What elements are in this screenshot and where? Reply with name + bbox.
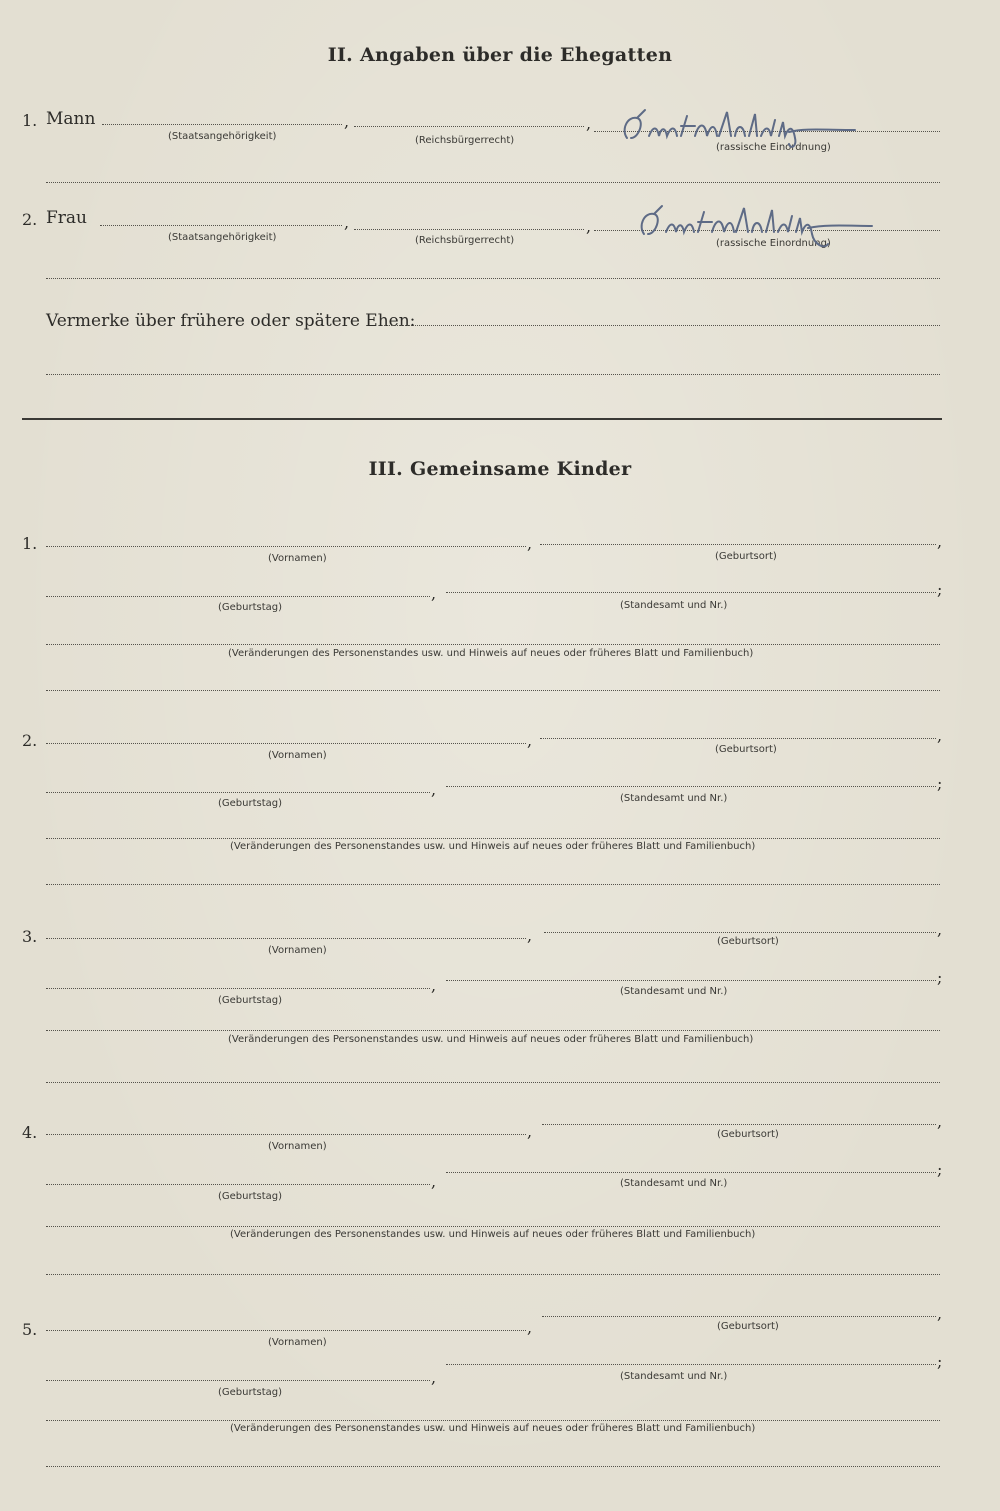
child-4-geburtsort-caption: (Geburtsort): [717, 1129, 779, 1140]
child-1-standesamt-field[interactable]: [446, 592, 936, 593]
child-1-geburtstag-field[interactable]: [46, 596, 430, 597]
child-3-veraenderungen-caption: (Veränderungen des Personenstandes usw. und Hinweis auf neues oder früheres Blatt und Familienbuch): [228, 1034, 754, 1045]
vermerke-line-2[interactable]: [46, 374, 940, 375]
child-2-geburtstag-caption: (Geburtstag): [218, 798, 283, 809]
mann-staats-caption: (Staatsangehörigkeit): [168, 131, 277, 142]
child-2-geburtsort-caption: (Geburtsort): [715, 744, 777, 755]
mann-staats-field[interactable]: [102, 124, 342, 125]
child-4-geburtstag-field[interactable]: [46, 1184, 430, 1185]
child-2-geburtstag-field[interactable]: [46, 792, 430, 793]
child-4-standesamt-caption: (Standesamt und Nr.): [620, 1178, 728, 1189]
frau-staats-field[interactable]: [100, 225, 342, 226]
child-3-standesamt-field[interactable]: [446, 980, 936, 981]
child-1-veraenderungen-field[interactable]: [46, 644, 940, 645]
vermerke-field[interactable]: [384, 325, 940, 326]
mann-reichs-caption: (Reichsbürgerrecht): [415, 135, 515, 146]
child-5-veraenderungen-field[interactable]: [46, 1420, 940, 1421]
child-3-geburtstag-field[interactable]: [46, 988, 430, 989]
child-4-number: 4.: [22, 1123, 38, 1142]
child-1-geburtsort-caption: (Geburtsort): [715, 551, 777, 562]
child-5-geburtsort-caption: (Geburtsort): [717, 1321, 779, 1332]
child-3-vornamen-caption: (Vornamen): [268, 945, 327, 956]
child-4-standesamt-field[interactable]: [446, 1172, 936, 1173]
child-2-veraenderungen-field[interactable]: [46, 838, 940, 839]
child-1-geburtstag-caption: (Geburtstag): [218, 602, 283, 613]
frau-number: 2.: [22, 210, 38, 229]
mann-number: 1.: [22, 111, 38, 130]
child-3-geburtsort-caption: (Geburtsort): [717, 936, 779, 947]
child-2-veraenderungen-caption: (Veränderungen des Personenstandes usw. und Hinweis auf neues oder früheres Blatt und Familienbuch): [230, 841, 756, 852]
section-divider: [22, 418, 942, 420]
child-3-veraenderungen-field[interactable]: [46, 1030, 940, 1031]
child-5-geburtsort-field[interactable]: [542, 1316, 936, 1317]
section-3-title: III. Gemeinsame Kinder: [368, 458, 632, 480]
child-5-geburtstag-field[interactable]: [46, 1380, 430, 1381]
frau-extra-line[interactable]: [46, 278, 940, 279]
frau-label: Frau: [46, 208, 88, 228]
child-2-vornamen-caption: (Vornamen): [268, 750, 327, 761]
child-2-vornamen-field[interactable]: [46, 743, 526, 744]
child-2-extra-line[interactable]: [46, 884, 940, 885]
child-4-veraenderungen-caption: (Veränderungen des Personenstandes usw. und Hinweis auf neues oder früheres Blatt und Familienbuch): [230, 1229, 756, 1240]
child-4-extra-line[interactable]: [46, 1274, 940, 1275]
vermerke-label: Vermerke über frühere oder spätere Ehen:: [46, 311, 416, 331]
frau-reichs-field[interactable]: [354, 229, 584, 230]
child-5-number: 5.: [22, 1320, 38, 1339]
mann-rassisch-caption: (rassische Einordnung): [716, 142, 831, 153]
child-1-geburtsort-field[interactable]: [540, 544, 936, 545]
child-2-standesamt-field[interactable]: [446, 786, 936, 787]
child-5-extra-line[interactable]: [46, 1466, 940, 1467]
child-2-standesamt-caption: (Standesamt und Nr.): [620, 793, 728, 804]
frau-rassisch-handwriting: [632, 204, 892, 254]
child-1-vornamen-caption: (Vornamen): [268, 553, 327, 564]
mann-reichs-field[interactable]: [354, 126, 584, 127]
child-3-geburtstag-caption: (Geburtstag): [218, 995, 283, 1006]
child-1-number: 1.: [22, 534, 38, 553]
child-5-geburtstag-caption: (Geburtstag): [218, 1387, 283, 1398]
frau-reichs-caption: (Reichsbürgerrecht): [415, 235, 515, 246]
mann-extra-line[interactable]: [46, 182, 940, 183]
child-3-vornamen-field[interactable]: [46, 938, 526, 939]
child-4-geburtstag-caption: (Geburtstag): [218, 1191, 283, 1202]
section-2-title: II. Angaben über die Ehegatten: [327, 44, 673, 66]
mann-rassisch-handwriting: [615, 108, 875, 152]
child-3-extra-line[interactable]: [46, 1082, 940, 1083]
child-1-veraenderungen-caption: (Veränderungen des Personenstandes usw. und Hinweis auf neues oder früheres Blatt und Familienbuch): [228, 648, 754, 659]
child-4-vornamen-field[interactable]: [46, 1134, 526, 1135]
child-4-vornamen-caption: (Vornamen): [268, 1141, 327, 1152]
child-2-number: 2.: [22, 731, 38, 750]
child-1-standesamt-caption: (Standesamt und Nr.): [620, 600, 728, 611]
child-2-geburtsort-field[interactable]: [540, 738, 936, 739]
frau-rassisch-caption: (rassische Einordnung): [716, 238, 831, 249]
child-5-veraenderungen-caption: (Veränderungen des Personenstandes usw. und Hinweis auf neues oder früheres Blatt und Familienbuch): [230, 1423, 756, 1434]
child-5-standesamt-field[interactable]: [446, 1364, 936, 1365]
child-3-geburtsort-field[interactable]: [544, 932, 936, 933]
child-3-number: 3.: [22, 927, 38, 946]
frau-staats-caption: (Staatsangehörigkeit): [168, 232, 277, 243]
mann-label: Mann: [46, 109, 96, 129]
form-page: II. Angaben über die Ehegatten 1. Mann , (Staatsangehörigkeit) , (Reichsbürgerrecht) (rassische Einordnung) 2. Frau , (Staatsangehörigkeit) , (Reichsbürgerrecht) (rassische Einordnung) Vermerke über frühere oder spätere Ehen: III. Gemeinsame Kinder 1. , (Vornamen) , (Geburtsort) , (Geburtstag) ; (Standesamt und Nr.) (Veränderungen des Personenstandes usw. und Hinweis auf neues oder früheres Blatt und Familienbuch) 2. , (Vornamen) , (Geburtsort) , (Geburtstag) ; (Standesamt und Nr.) (Veränderungen des Personenstandes usw. und Hinweis auf neues oder früheres Blatt und Familienbuch) 3. , (Vornamen) , (Geburtsort) , (Geburtstag) ; (Standesamt und Nr.) (Veränderungen des Personenstandes usw. und Hinweis auf neues oder früheres Blatt und Familienbuch) 4. , (Vornamen) , (Geburtsort) , (Geburtstag) ; (Standesamt und Nr.) (Veränderungen des Personenstandes usw. und Hinweis auf neues oder früheres Blatt und Familienbuch) 5. , (Vornamen) , (Geburtsort) , (Geburtstag) ; (Standesamt und Nr.) (Veränderungen des Personenstandes usw. und Hinweis auf neues oder früheres Blatt und Familienbuch): [0, 0, 1000, 1511]
child-1-extra-line[interactable]: [46, 690, 940, 691]
child-4-veraenderungen-field[interactable]: [46, 1226, 940, 1227]
child-5-standesamt-caption: (Standesamt und Nr.): [620, 1371, 728, 1382]
child-5-vornamen-caption: (Vornamen): [268, 1337, 327, 1348]
child-1-vornamen-field[interactable]: [46, 546, 526, 547]
child-5-vornamen-field[interactable]: [46, 1330, 526, 1331]
child-4-geburtsort-field[interactable]: [542, 1124, 936, 1125]
child-3-standesamt-caption: (Standesamt und Nr.): [620, 986, 728, 997]
